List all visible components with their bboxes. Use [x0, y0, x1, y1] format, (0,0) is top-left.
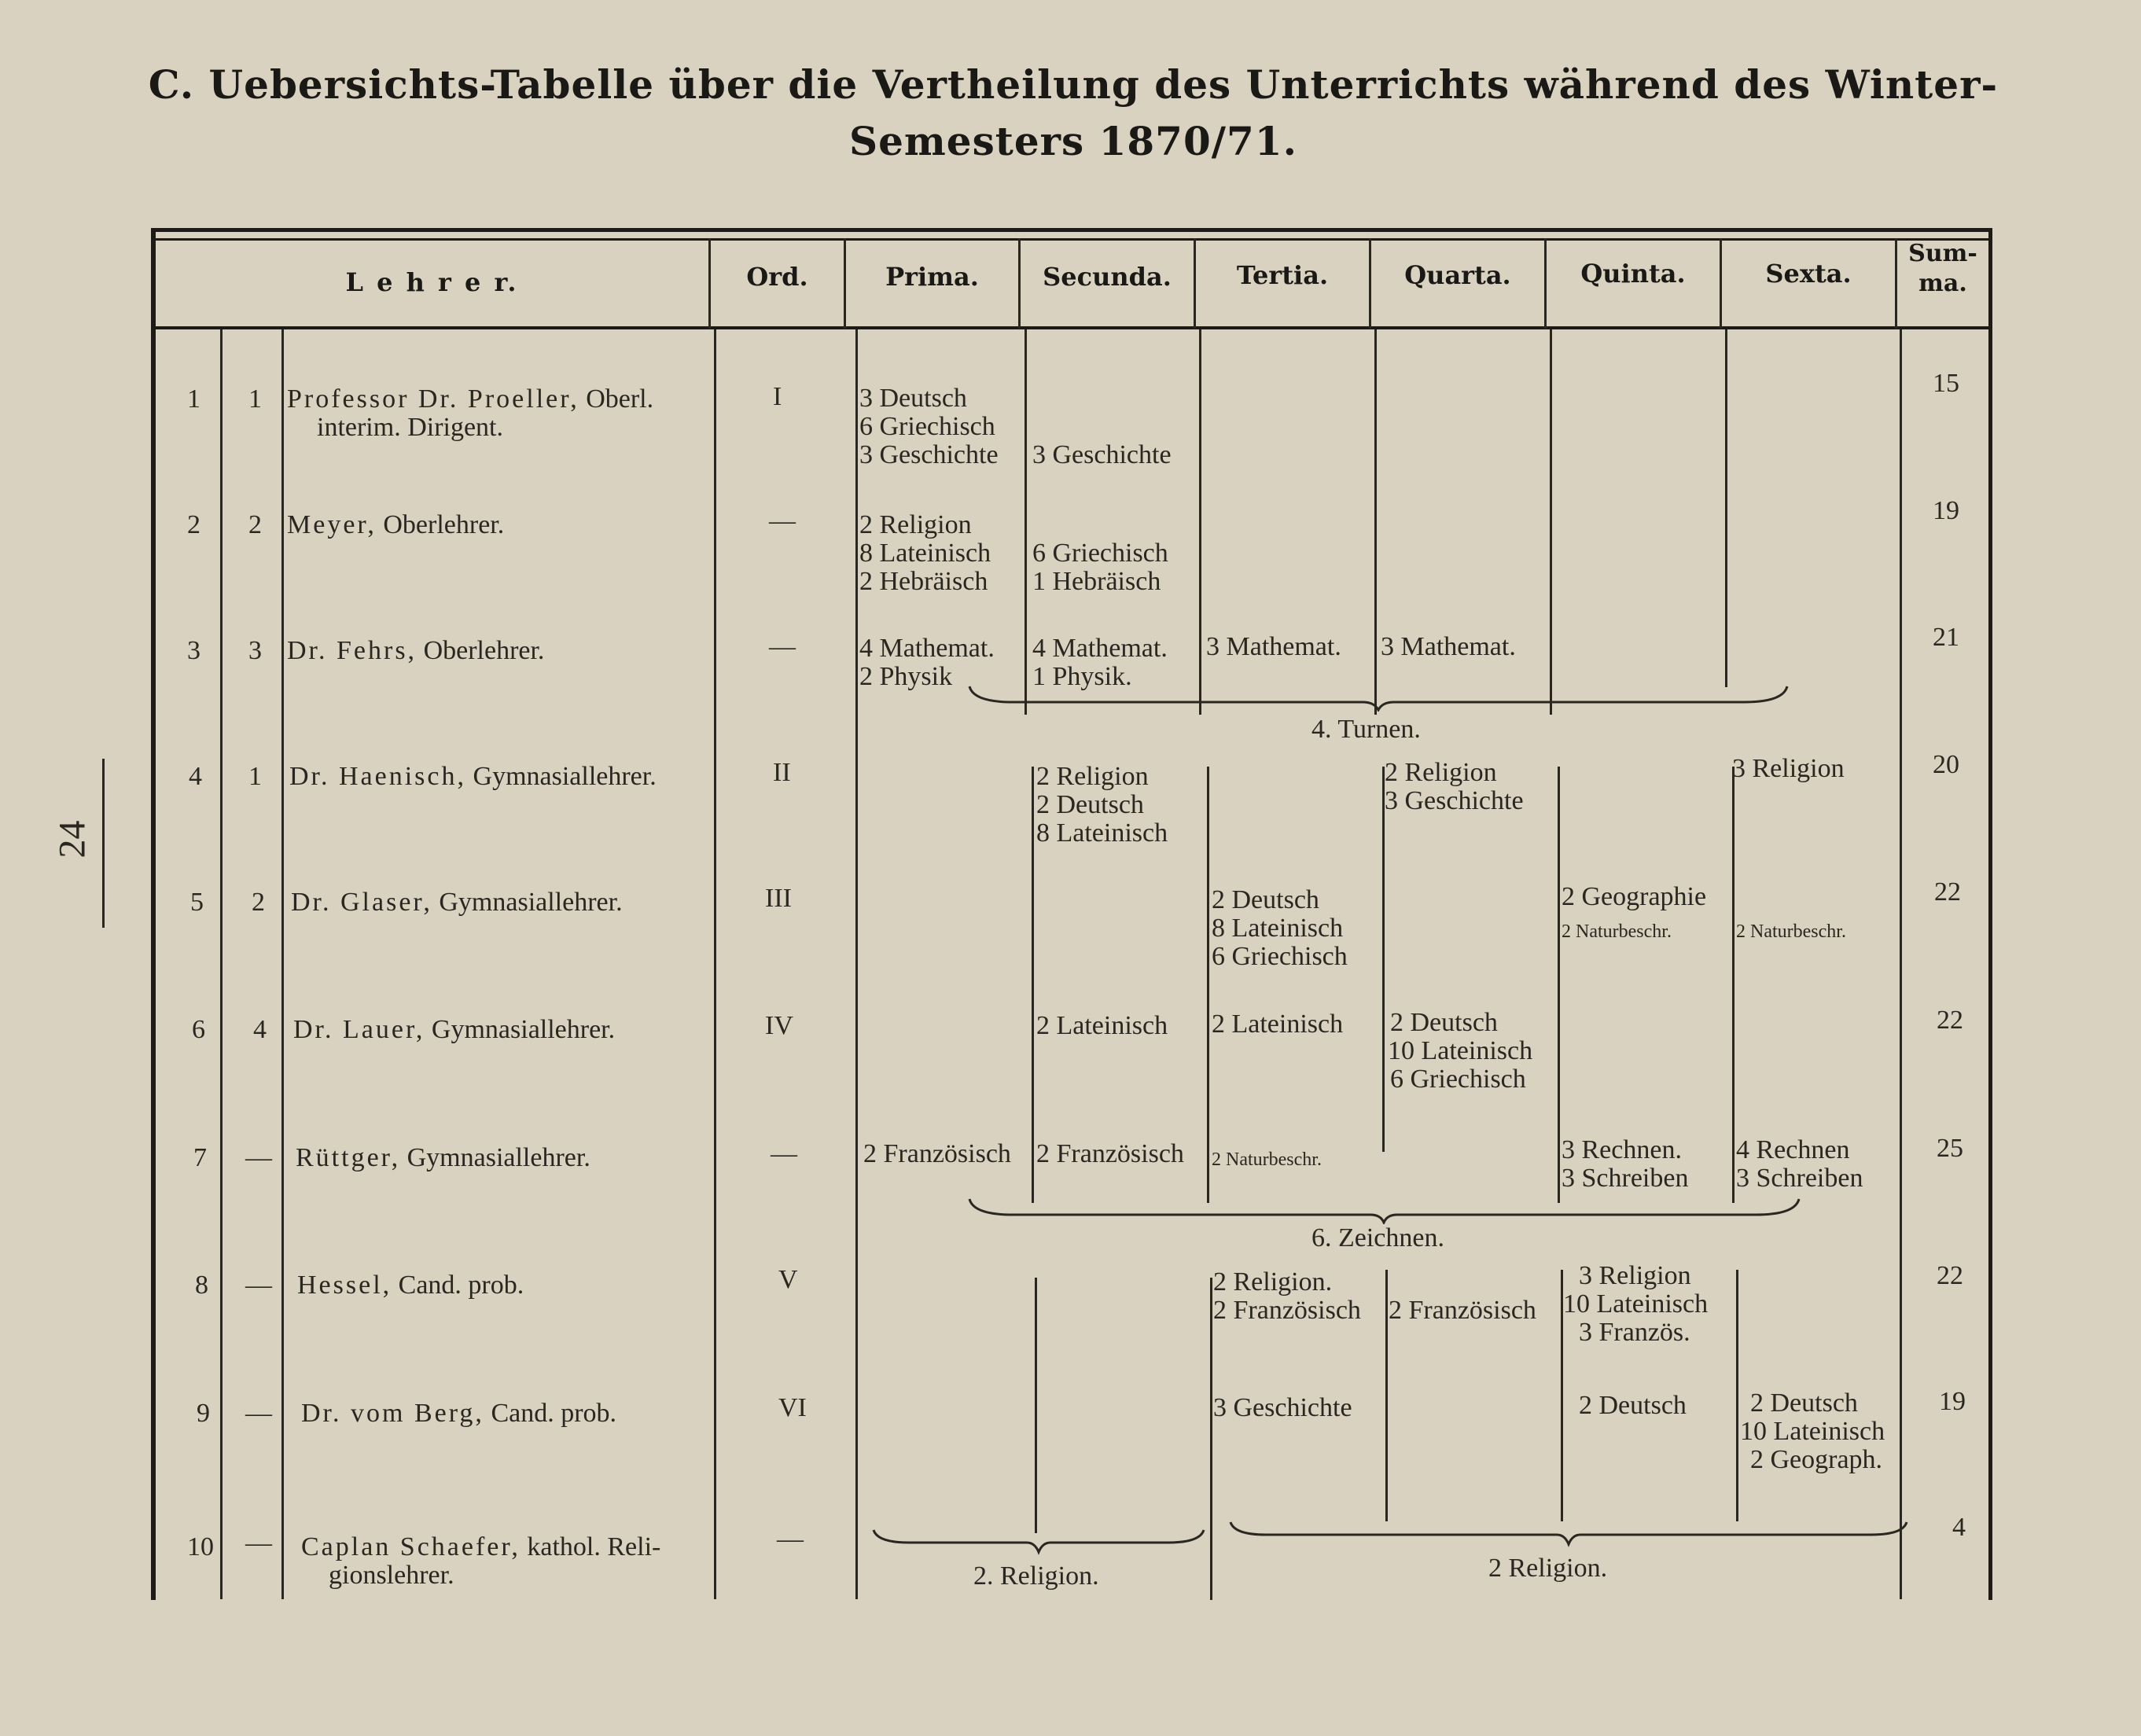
- header-prima: Prima.: [885, 262, 979, 292]
- zeichnen-brace: [966, 1193, 1803, 1224]
- column-rule: [281, 329, 284, 1599]
- column-rule: [1550, 329, 1552, 715]
- ordinariat: IV: [765, 1011, 793, 1040]
- row-rank: 4: [253, 1015, 267, 1044]
- row-number: 5: [190, 888, 204, 917]
- summa: 22: [1934, 877, 1961, 907]
- secunda-lesson: 2 Religion: [1036, 762, 1149, 791]
- quarta-lesson: 2 Religion: [1385, 758, 1497, 787]
- column-rule: [1736, 1270, 1738, 1521]
- span-zeichnen: 6. Zeichnen.: [1311, 1223, 1444, 1252]
- teacher-name: Caplan Schaefer, kathol. Reli-: [301, 1532, 661, 1561]
- column-rule: [1382, 767, 1385, 1152]
- row-rank: —: [245, 1143, 272, 1172]
- quarta-lesson: 6 Griechisch: [1390, 1065, 1526, 1094]
- ordinariat: —: [777, 1525, 804, 1554]
- row-rank: —: [245, 1271, 272, 1300]
- summa: 21: [1933, 623, 1959, 652]
- summa: 19: [1933, 496, 1959, 525]
- teacher-title: gionslehrer.: [329, 1561, 454, 1590]
- column-rule: [1032, 767, 1034, 1203]
- header-summa-1: Sum-: [1908, 240, 1977, 267]
- quarta-lesson: 10 Lateinisch: [1388, 1036, 1533, 1065]
- religion-left-brace: [870, 1525, 1208, 1557]
- column-rule: [1725, 329, 1727, 687]
- tertia-lesson: 2 Naturbeschr.: [1212, 1149, 1322, 1170]
- secunda-lesson: 8 Lateinisch: [1036, 818, 1168, 848]
- prima-lesson: 3 Deutsch: [859, 384, 967, 413]
- prima-lesson: 3 Geschichte: [859, 440, 999, 469]
- tertia-lesson: 6 Griechisch: [1212, 942, 1348, 971]
- religion-right-brace: [1227, 1517, 1911, 1549]
- tertia-lesson: 2 Religion.: [1213, 1267, 1333, 1296]
- teacher-name: Hessel, Cand. prob.: [297, 1271, 524, 1300]
- teacher-name: Dr. Glaser, Gymnasiallehrer.: [291, 888, 623, 917]
- secunda-lesson: 3 Geschichte: [1032, 440, 1172, 469]
- page-title-line-2: Semesters 1870/71.: [848, 118, 1297, 164]
- sexta-lesson: 10 Lateinisch: [1740, 1417, 1885, 1446]
- header-ord: Ord.: [746, 262, 808, 292]
- summa: 22: [1937, 1261, 1963, 1290]
- row-rank: —: [245, 1399, 272, 1428]
- teacher-name: Meyer, Oberlehrer.: [287, 510, 505, 539]
- summa: 19: [1939, 1387, 1966, 1416]
- quarta-lesson: 2 Französisch: [1389, 1296, 1536, 1325]
- prima-lesson: 8 Lateinisch: [859, 539, 991, 568]
- header-quinta: Quinta.: [1580, 259, 1686, 289]
- quinta-lesson: 3 Religion: [1579, 1261, 1691, 1290]
- row-number: 6: [192, 1015, 205, 1044]
- row-rank: 2: [248, 510, 262, 539]
- quinta-lesson: 3 Schreiben: [1562, 1164, 1689, 1193]
- quarta-lesson: 2 Deutsch: [1390, 1008, 1498, 1037]
- quinta-lesson: 2 Geographie: [1562, 882, 1707, 911]
- page-number: 24: [51, 820, 94, 859]
- ordinariat: V: [778, 1265, 798, 1294]
- prima-lesson: 2 Religion: [859, 510, 972, 539]
- row-number: 9: [197, 1399, 210, 1428]
- summa: 22: [1937, 1006, 1963, 1035]
- row-number: 3: [187, 636, 200, 665]
- secunda-lesson: 2 Deutsch: [1036, 790, 1144, 819]
- row-number: 7: [193, 1143, 207, 1172]
- ordinariat: —: [769, 506, 796, 535]
- span-religion-left: 2. Religion.: [973, 1561, 1099, 1591]
- secunda-lesson: 1 Physik.: [1032, 662, 1132, 691]
- span-religion-right: 2 Religion.: [1488, 1554, 1608, 1583]
- header-secunda: Secunda.: [1043, 262, 1172, 292]
- column-rule: [220, 329, 223, 1599]
- summa: 4: [1952, 1513, 1966, 1542]
- teacher-name: Dr. vom Berg, Cand. prob.: [301, 1399, 617, 1428]
- column-rule: [1385, 1270, 1388, 1521]
- teacher-name: Rüttger, Gymnasiallehrer.: [296, 1143, 590, 1172]
- column-rule: [714, 329, 716, 1599]
- row-number: 8: [195, 1271, 208, 1300]
- secunda-lesson: 1 Hebräisch: [1032, 567, 1161, 596]
- quarta-lesson: 3 Mathemat.: [1381, 632, 1516, 661]
- sexta-lesson: 2 Naturbeschr.: [1736, 921, 1846, 942]
- quinta-lesson: 2 Deutsch: [1579, 1391, 1687, 1420]
- header-top-rule: [156, 238, 1988, 241]
- lesson-distribution-table: [151, 228, 1992, 1600]
- ordinariat: III: [765, 884, 792, 913]
- header-summa-2: ma.: [1918, 270, 1967, 297]
- column-rule: [1035, 1278, 1037, 1533]
- ordinariat: II: [773, 758, 791, 787]
- teacher-name: Dr. Fehrs, Oberlehrer.: [287, 636, 545, 665]
- header-quarta: Quarta.: [1404, 260, 1511, 290]
- column-rule: [1210, 1278, 1212, 1600]
- row-rank: 1: [248, 384, 262, 414]
- sexta-lesson: 4 Rechnen: [1736, 1135, 1850, 1164]
- column-rule: [1199, 329, 1201, 715]
- row-number: 10: [187, 1532, 214, 1561]
- sexta-lesson: 2 Deutsch: [1750, 1388, 1858, 1418]
- tertia-lesson: 2 Französisch: [1213, 1296, 1361, 1325]
- quinta-lesson: 2 Naturbeschr.: [1562, 921, 1672, 942]
- quinta-lesson: 10 Lateinisch: [1563, 1289, 1709, 1319]
- page-title-line-1: C. Uebersichts-Tabelle über die Vertheilung des Unterrichts während des Winter-: [148, 61, 1999, 108]
- summa: 20: [1933, 750, 1959, 779]
- teacher-name: Dr. Lauer, Gymnasiallehrer.: [293, 1015, 616, 1044]
- tertia-lesson: 8 Lateinisch: [1212, 914, 1344, 943]
- column-rule: [1900, 329, 1902, 1599]
- row-number: 4: [189, 762, 202, 791]
- quinta-lesson: 3 Französ.: [1579, 1318, 1690, 1347]
- row-rank: 3: [248, 636, 262, 665]
- sexta-lesson: 3 Religion: [1732, 754, 1845, 783]
- header-tertia: Tertia.: [1236, 260, 1329, 290]
- tertia-lesson: 2 Deutsch: [1212, 885, 1319, 914]
- summa: 25: [1937, 1134, 1963, 1163]
- secunda-lesson: 2 Französisch: [1036, 1139, 1184, 1168]
- page-number-rule: [102, 759, 105, 928]
- row-number: 1: [187, 384, 200, 414]
- span-turnen: 4. Turnen.: [1311, 715, 1421, 744]
- ordinariat: I: [773, 382, 782, 411]
- column-rule: [1374, 329, 1377, 715]
- column-rule: [1732, 767, 1735, 1203]
- column-rule: [855, 329, 858, 1599]
- prima-lesson: 2 Hebräisch: [859, 567, 988, 596]
- quinta-lesson: 3 Rechnen.: [1562, 1135, 1682, 1164]
- prima-lesson: 4 Mathemat.: [859, 634, 995, 663]
- prima-lesson: 6 Griechisch: [859, 412, 995, 441]
- tertia-lesson: 3 Mathemat.: [1206, 632, 1341, 661]
- header-sexta: Sexta.: [1765, 259, 1852, 289]
- ordinariat: —: [769, 632, 796, 661]
- ordinariat: VI: [778, 1393, 807, 1422]
- sexta-lesson: 3 Schreiben: [1736, 1164, 1863, 1193]
- row-rank: —: [245, 1528, 272, 1558]
- column-rule: [1025, 329, 1027, 715]
- teacher-title: interim. Dirigent.: [317, 413, 504, 442]
- ordinariat: —: [771, 1139, 797, 1168]
- prima-lesson: 2 Französisch: [863, 1139, 1011, 1168]
- secunda-lesson: 2 Lateinisch: [1036, 1011, 1168, 1040]
- row-number: 2: [187, 510, 200, 539]
- secunda-lesson: 4 Mathemat.: [1032, 634, 1168, 663]
- teacher-name: Dr. Haenisch, Gymnasiallehrer.: [289, 762, 657, 791]
- quarta-lesson: 3 Geschichte: [1385, 786, 1524, 815]
- tertia-lesson: 2 Lateinisch: [1212, 1010, 1344, 1039]
- header-bottom-rule: [156, 326, 1988, 329]
- row-rank: 2: [252, 888, 265, 917]
- column-rule: [1207, 767, 1209, 1203]
- column-rule: [1558, 767, 1560, 1203]
- row-rank: 1: [248, 762, 262, 791]
- teacher-name: Professor Dr. Proeller, Oberl.: [287, 384, 654, 414]
- summa: 15: [1933, 369, 1959, 398]
- secunda-lesson: 6 Griechisch: [1032, 539, 1168, 568]
- sexta-lesson: 2 Geograph.: [1750, 1445, 1883, 1474]
- tertia-lesson: 3 Geschichte: [1213, 1393, 1352, 1422]
- prima-lesson: 2 Physik: [859, 662, 953, 691]
- header-lehrer: L e h r e r.: [345, 267, 519, 297]
